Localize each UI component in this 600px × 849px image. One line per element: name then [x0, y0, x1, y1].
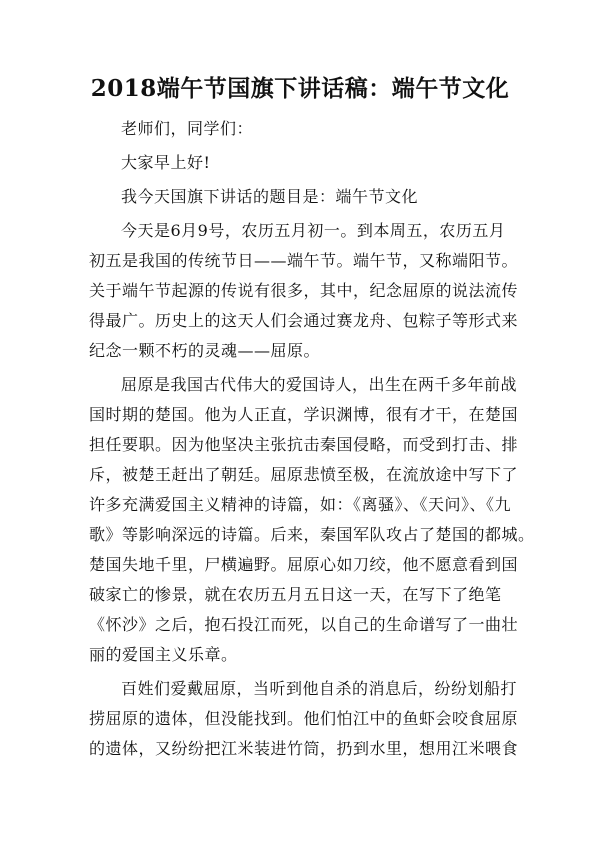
text-line: 老师们，同学们：: [121, 119, 254, 138]
text-line: 丽的爱国主义乐章。: [89, 645, 238, 664]
text-line: 国时期的楚国。他为人正直，学识渊博，很有才干，在楚国: [89, 405, 519, 424]
text-line: 大家早上好!: [121, 153, 211, 172]
paragraph-qu-yuan: [89, 370, 535, 670]
text-line: 捞屈原的遗体，但没能找到。他们怕江中的鱼虾会咬食屈原: [89, 709, 519, 728]
text-line: 屈原是我国古代伟大的爱国诗人，出生在两千多年前战: [121, 375, 518, 394]
text-line: 百姓们爱戴屈原，当听到他自杀的消息后，纷纷划船打: [121, 679, 518, 698]
text-line: 许多充满爱国主义精神的诗篇，如：《离骚》、《天问》、《九: [89, 495, 512, 514]
text-line: 我今天国旗下讲话的题目是：端午节文化: [121, 187, 419, 206]
document-title: 2018端午节国旗下讲话稿：端午节文化: [90, 75, 510, 102]
text-line: 纪念一颗不朽的灵魂——屈原。: [89, 341, 321, 360]
text-line: 得最广。历史上的这天人们会通过赛龙舟、包粽子等形式来: [89, 311, 519, 330]
paragraph-people-mourn: [89, 674, 517, 764]
text-line: 楚国失地千里，尸横遍野。屈原心如刀绞，他不愿意看到国: [89, 555, 519, 574]
paragraph-good-morning: [89, 148, 517, 178]
text-line: 关于端午节起源的传说有很多，其中，纪念屈原的说法流传: [89, 281, 519, 300]
paragraph-topic: [89, 182, 517, 212]
text-line: 初五是我国的传统节日——端午节。端午节，又称端阳节。: [89, 251, 519, 270]
text-line: 歌》等影响深远的诗篇。后来，秦国军队攻占了楚国的都城。: [89, 525, 535, 544]
paragraph-greeting: [89, 114, 517, 144]
text-line: 今天是6月9号，农历五月初一。到本周五，农历五月: [121, 221, 506, 240]
text-line: 《怀沙》之后，抱石投江而死，以自己的生命谱写了一曲壮: [89, 615, 519, 634]
text-line: 斥，被楚王赶出了朝廷。屈原悲愤至极，在流放途中写下了: [89, 465, 519, 484]
text-line: 的遗体，又纷纷把江米装进竹筒，扔到水里，想用江米喂食: [89, 739, 519, 758]
text-line: 担任要职。因为他坚决主张抗击秦国侵略，而受到打击、排: [89, 435, 519, 454]
text-line: 破家亡的惨景，就在农历五月五日这一天，在写下了绝笔: [89, 585, 502, 604]
paragraph-dragon-boat-festival: [89, 216, 517, 366]
document-body: [89, 114, 535, 764]
